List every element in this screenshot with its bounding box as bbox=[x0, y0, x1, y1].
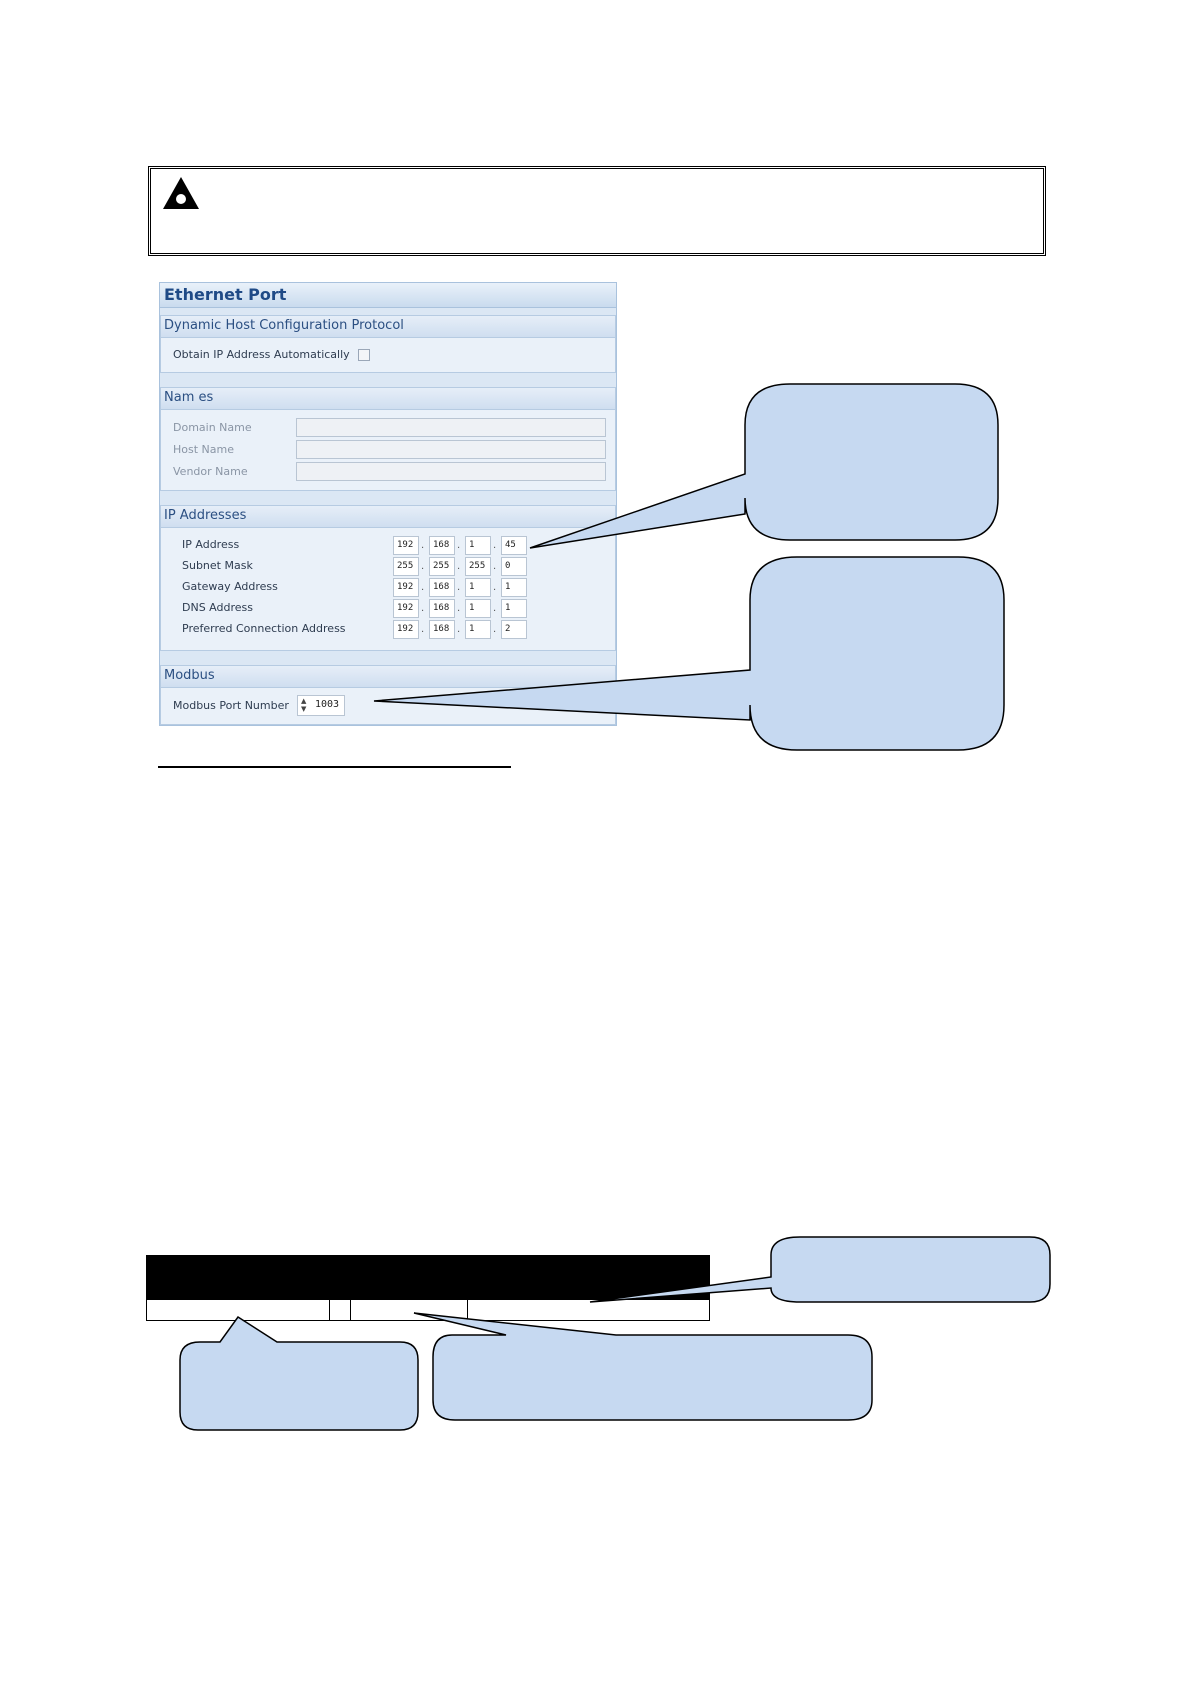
ip-octet-field[interactable]: 192 bbox=[393, 536, 419, 555]
callout-table-header bbox=[590, 1237, 1050, 1302]
octet-separator: . bbox=[457, 561, 461, 572]
vendor-name-label: Vendor Name bbox=[173, 465, 248, 478]
ip-octet-field[interactable]: 168 bbox=[429, 536, 455, 555]
octet-separator: . bbox=[421, 624, 425, 635]
gateway-address-label: Gateway Address bbox=[182, 580, 278, 593]
dns-octet-field[interactable]: 1 bbox=[465, 599, 491, 618]
stepper-arrows-icon[interactable]: ▲ ▼ bbox=[301, 697, 307, 713]
dns-octet-field[interactable]: 1 bbox=[501, 599, 527, 618]
modbus-port-value: 1003 bbox=[315, 699, 340, 710]
octet-separator: . bbox=[493, 582, 497, 593]
subnet-mask-label: Subnet Mask bbox=[182, 559, 253, 572]
domain-name-label: Domain Name bbox=[173, 421, 252, 434]
octet-separator: . bbox=[493, 624, 497, 635]
octet-separator: . bbox=[493, 540, 497, 551]
octet-separator: . bbox=[493, 561, 497, 572]
modbus-port-label: Modbus Port Number bbox=[173, 699, 289, 712]
ip-group-title: IP Addresses bbox=[164, 508, 247, 523]
octet-separator: . bbox=[457, 540, 461, 551]
octet-separator: . bbox=[457, 603, 461, 614]
callout-modbus-port bbox=[374, 557, 1004, 750]
gateway-octet-field[interactable]: 168 bbox=[429, 578, 455, 597]
preferred-octet-field[interactable]: 168 bbox=[429, 620, 455, 639]
host-name-label: Host Name bbox=[173, 443, 234, 456]
octet-separator: . bbox=[457, 624, 461, 635]
subnet-octet-field[interactable]: 255 bbox=[429, 557, 455, 576]
subnet-octet-field[interactable]: 0 bbox=[501, 557, 527, 576]
preferred-octet-field[interactable]: 192 bbox=[393, 620, 419, 639]
octet-separator: . bbox=[493, 603, 497, 614]
obtain-ip-label: Obtain IP Address Automatically bbox=[173, 348, 350, 361]
callout-third-cell bbox=[414, 1313, 872, 1420]
preferred-connection-label: Preferred Connection Address bbox=[182, 622, 346, 635]
modbus-group-title: Modbus bbox=[164, 668, 215, 683]
octet-separator: . bbox=[421, 582, 425, 593]
gateway-octet-field[interactable]: 1 bbox=[465, 578, 491, 597]
octet-separator: . bbox=[421, 540, 425, 551]
ip-octet-field[interactable]: 45 bbox=[501, 536, 527, 555]
octet-separator: . bbox=[421, 603, 425, 614]
octet-separator: . bbox=[457, 582, 461, 593]
octet-separator: . bbox=[421, 561, 425, 572]
callout-ip-address bbox=[530, 384, 998, 548]
preferred-octet-field[interactable]: 1 bbox=[465, 620, 491, 639]
subnet-octet-field[interactable]: 255 bbox=[465, 557, 491, 576]
dns-octet-field[interactable]: 192 bbox=[393, 599, 419, 618]
names-group-title: Nam es bbox=[164, 390, 214, 405]
subnet-octet-field[interactable]: 255 bbox=[393, 557, 419, 576]
gateway-octet-field[interactable]: 1 bbox=[501, 578, 527, 597]
panel-title: Ethernet Port bbox=[164, 285, 287, 304]
preferred-octet-field[interactable]: 2 bbox=[501, 620, 527, 639]
dns-address-label: DNS Address bbox=[182, 601, 253, 614]
ip-octet-field[interactable]: 1 bbox=[465, 536, 491, 555]
dhcp-group-title: Dynamic Host Configuration Protocol bbox=[164, 318, 404, 333]
callout-first-cell bbox=[180, 1317, 418, 1430]
dns-octet-field[interactable]: 168 bbox=[429, 599, 455, 618]
ip-address-label: IP Address bbox=[182, 538, 240, 551]
gateway-octet-field[interactable]: 192 bbox=[393, 578, 419, 597]
